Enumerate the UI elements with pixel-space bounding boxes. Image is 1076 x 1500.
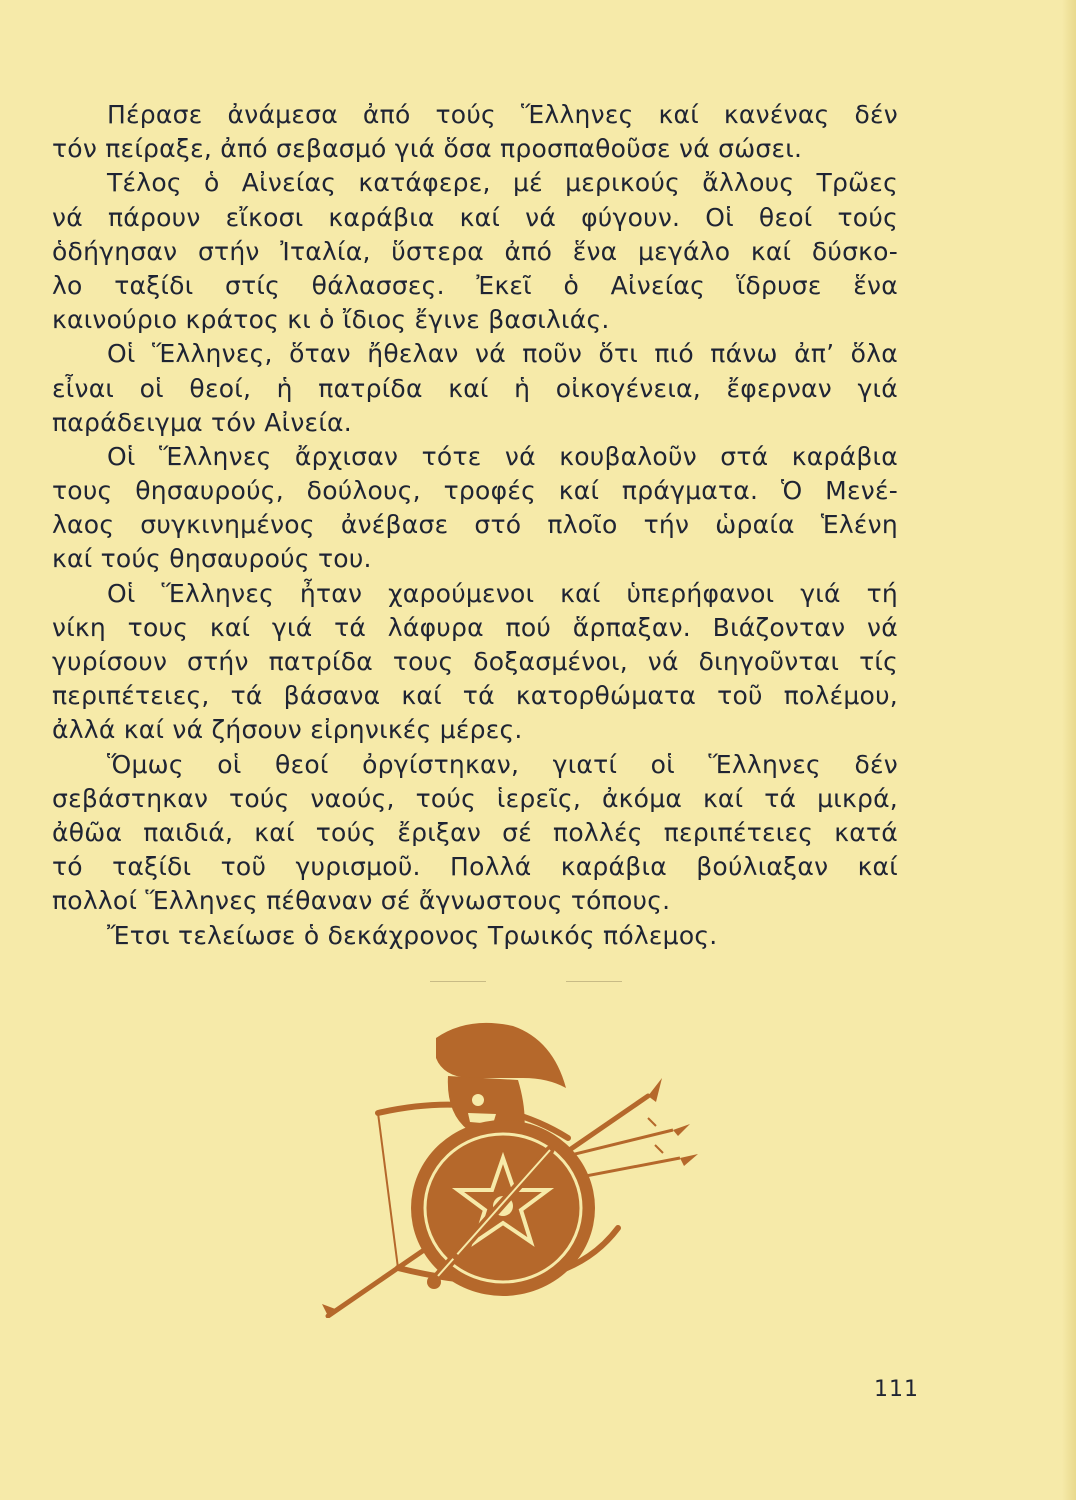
text-line: τόν πείραξε, ἀπό σεβασμό γιά ὅσα προσπαθοῦσε νά σώσει. <box>52 134 803 164</box>
text-line: τους θησαυρούς, δούλους, τροφές καί πράγματα. Ὁ Μενέ- <box>52 476 898 506</box>
body-text <box>52 98 898 953</box>
text-line: Ὅμως οἱ θεοί ὀργίστηκαν, γιατί οἱ Ἕλληνες δέν <box>107 749 898 779</box>
text-line: νά πάρουν εἴκοσι καράβια καί νά φύγουν. Οἱ θεοί τούς <box>52 202 898 232</box>
text-line: Οἱ Ἕλληνες, ὅταν ἤθελαν νά ποῦν ὅτι πιό πάνω ἀπ’ ὅλα <box>107 339 898 369</box>
text-line: καινούριο κράτος κι ὁ ἴδιος ἔγινε βασιλιάς. <box>52 305 610 335</box>
text-line: παράδειγμα τόν Αἰνεία. <box>52 407 352 437</box>
text-line: εἶναι οἱ θεοί, ἡ πατρίδα καί ἡ οἰκογένεια, ἔφερναν γιά <box>52 373 898 403</box>
text-line: ἀθῶα παιδιά, καί τούς ἔριξαν σέ πολλές περιπέτειες κατά <box>52 817 898 847</box>
text-line: καί τούς θησαυρούς του. <box>52 544 372 574</box>
page-edge-shadow <box>1062 0 1076 1500</box>
text-line: πολλοί Ἕλληνες πέθαναν σέ ἄγνωστους τόπους. <box>52 886 671 916</box>
text-line: λο ταξίδι στίς θάλασσες. Ἐκεῖ ὁ Αἰνείας ἵδρυσε ἕνα <box>52 270 898 300</box>
text-line: ἀλλά καί νά ζήσουν εἰρηνικές μέρες. <box>52 715 523 745</box>
text-line: νίκη τους καί γιά τά λάφυρα πού ἅρπαξαν. Βιάζονταν νά <box>52 612 898 642</box>
text-line: γυρίσουν στήν πατρίδα τους δοξασμένοι, νά διηγοῦνται τίς <box>52 647 898 676</box>
text-line: Πέρασε ἀνάμεσα ἀπό τούς Ἕλληνες καί κανένας δέν <box>107 100 898 129</box>
text-line: περιπέτειες, τά βάσανα καί τά κατορθώματα τοῦ πολέμου, <box>52 681 898 711</box>
text-line: τό ταξίδι τοῦ γυρισμοῦ. Πολλά καράβια βούλιαξαν καί <box>52 852 898 882</box>
text-line: σεβάστηκαν τούς ναούς, τούς ἱερεῖς, ἀκόμα καί τά μικρά, <box>52 783 898 813</box>
text-line: λαος συγκινημένος ἀνέβασε στό πλοῖο τήν ὡραία Ἑλένη <box>52 510 898 540</box>
text-line: Οἱ Ἕλληνες ἄρχισαν τότε νά κουβαλοῦν στά καράβια <box>107 441 898 471</box>
text-line: Τέλος ὁ Αἰνείας κατάφερε, μέ μερικούς ἄλλους Τρῶες <box>107 168 898 198</box>
section-divider <box>430 981 486 982</box>
text-line: Ἔτσι τελείωσε ὁ δεκάχρονος Τρωικός πόλεμος. <box>107 920 718 950</box>
text-line: ὁδήγησαν στήν Ἰταλία, ὕστερα ἀπό ἕνα μεγάλο καί δύσκο- <box>52 236 898 266</box>
text-line: Οἱ Ἕλληνες ἦταν χαρούμενοι καί ὑπερήφανοι γιά τή <box>107 578 898 608</box>
page-number: 111 <box>874 1377 919 1402</box>
section-divider <box>566 981 622 982</box>
warrior-helmet-shield-spear-bow-icon <box>318 1018 718 1318</box>
